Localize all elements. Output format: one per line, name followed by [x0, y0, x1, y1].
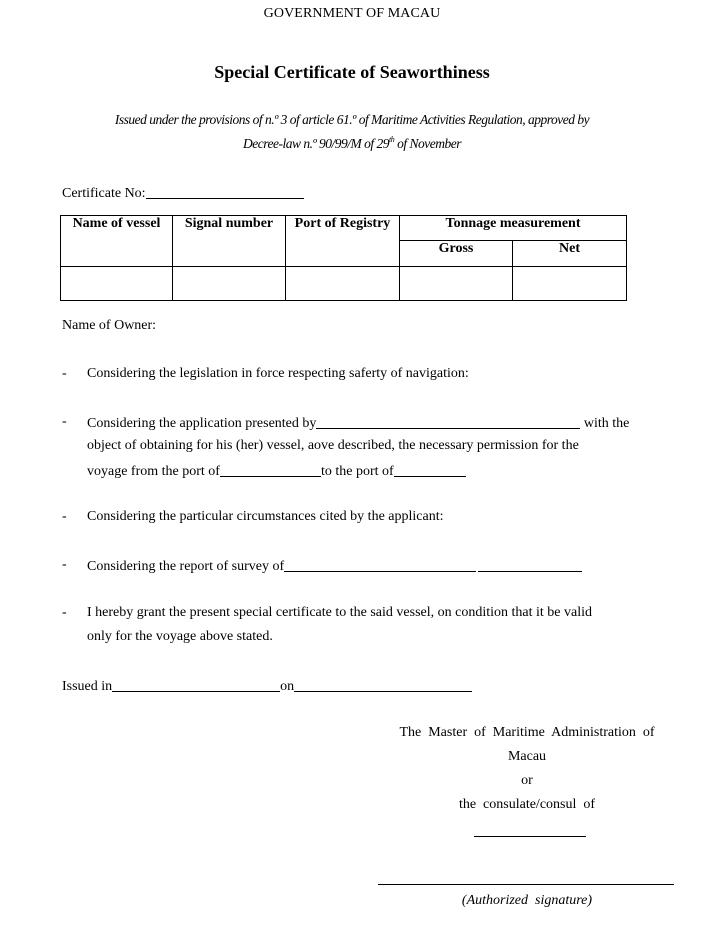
issued-date-field[interactable] [294, 677, 472, 692]
signature-or: or [521, 773, 533, 788]
header-tonnage-measurement: Tonnage measurement [400, 216, 627, 241]
bullet-dash: - [62, 509, 67, 524]
subtitle-decree: Decree-law n.º 90/99/M of 29 [243, 136, 390, 151]
bullet-dash: - [62, 366, 67, 381]
header-signal-number: Signal number [173, 216, 286, 267]
signature-caption: (Authorized signature) [461, 893, 593, 908]
cell-port-of-registry[interactable] [286, 267, 400, 301]
issued-in-label: Issued in [62, 679, 113, 694]
header-name-of-vessel: Name of vessel [61, 216, 173, 267]
signature-line[interactable] [378, 884, 674, 885]
header-port-of-registry: Port of Registry [286, 216, 400, 267]
table-row [61, 267, 627, 301]
subtitle-month: of November [394, 136, 461, 151]
survey-field-part-1[interactable] [284, 557, 476, 572]
clause-circumstances-text: Considering the particular circumstances cited by the applicant: [87, 509, 444, 524]
certificate-number-row [62, 184, 304, 202]
issued-row [62, 677, 472, 695]
vessel-table [60, 215, 627, 301]
bullet-dash: - [62, 557, 67, 572]
certificate-number-label: Certificate No: [62, 186, 146, 201]
clause-grant-line-2: only for the voyage above stated. [87, 629, 273, 644]
clause-application-prefix: Considering the application presented by [87, 416, 317, 431]
port-from-field[interactable] [220, 462, 321, 477]
issued-place-field[interactable] [112, 677, 280, 692]
clause-application-line-1 [87, 414, 629, 432]
clause-grant-line-1: I hereby grant the present special certificate to the said vessel, on condition that it be valid [87, 605, 592, 620]
applicant-field[interactable] [316, 414, 580, 429]
header-gross: Gross [400, 241, 513, 267]
port-to-field[interactable] [394, 462, 466, 477]
bullet-dash: - [62, 605, 67, 620]
signature-consulate: the consulate/consul of [458, 797, 596, 812]
subtitle-line-2 [0, 136, 704, 152]
subtitle-ordinal: th [389, 135, 395, 144]
bullet-dash: - [62, 414, 67, 429]
voyage-to-label: to the port of [320, 464, 394, 479]
page-title: Special Certificate of Seaworthiness [214, 62, 490, 82]
voyage-from-label: voyage from the port of [87, 464, 220, 479]
clause-application-line-3 [87, 462, 466, 480]
cell-signal-number[interactable] [173, 267, 286, 301]
clause-survey-line [87, 557, 582, 575]
subtitle-line-1: Issued under the provisions of n.º 3 of article 61.º of Maritime Activities Regulation, approved by [114, 112, 590, 127]
clause-application-line-2: object of obtaining for his (her) vessel, aove described, the necessary permission for the [87, 438, 579, 453]
consulate-field[interactable] [474, 836, 586, 837]
cell-gross[interactable] [400, 267, 513, 301]
clause-application-suffix: with the [580, 416, 630, 431]
clause-legislation-text: Considering the legislation in force respecting saferty of navigation: [87, 366, 469, 381]
header-net: Net [513, 241, 627, 267]
government-heading: GOVERNMENT OF MACAU [263, 6, 441, 21]
issued-on-label: on [280, 679, 295, 694]
signature-authority-line-2: Macau [507, 749, 547, 764]
signature-authority-line-1: The Master of Maritime Administration of [399, 725, 655, 740]
cell-name-of-vessel[interactable] [61, 267, 173, 301]
owner-label: Name of Owner: [62, 318, 157, 333]
certificate-number-field[interactable] [146, 184, 304, 199]
cell-net[interactable] [513, 267, 627, 301]
clause-survey-prefix: Considering the report of survey of [87, 559, 285, 574]
owner-row [62, 318, 156, 334]
survey-field-part-2[interactable] [478, 557, 582, 572]
